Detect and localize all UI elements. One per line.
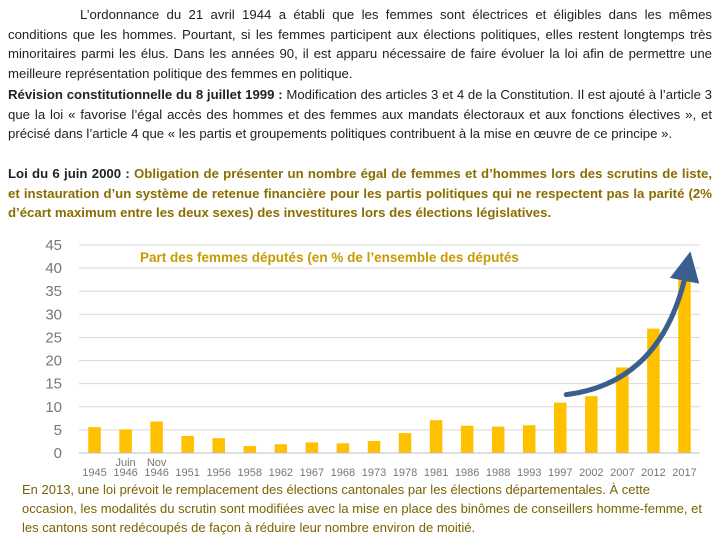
bar [119,429,132,453]
x-tick-label: 1967 [299,467,325,479]
x-tick-label: 2012 [641,467,666,479]
y-tick-label: 20 [45,352,62,370]
bar [150,422,163,453]
y-tick-label: 40 [45,260,62,278]
chart-title: Part des femmes députés (en % de l’ensemble des députés [140,250,519,265]
bar [181,436,194,453]
bar [430,420,443,453]
revision-1999-text: Modification des articles 3 et 4 de la Constitution. Il est ajouté à l’article 3 que la loi « favorise l’égal accès des hommes et des femmes aux mandats électoraux et aux fonctions électives », et précisé dans l’article 4 que « les partis et groupements politiques contribuent à la mise en œuvre de ce principe ». [8,87,712,141]
x-tick-sublabel: Juin [115,457,136,469]
trend-arrow [566,266,687,394]
revision-1999-heading: Révision constitutionnelle du 8 juillet 1999 : [8,87,283,102]
loi-2013-paragraph: En 2013, une loi prévoit le remplacement des élections cantonales par les élections départementales. À cette occasion, les modalités du scrutin sont modifiées avec la mise en place des binômes de conseillers homme-femme, et les cantons sont redécoupés de façon à réduire leur nombre environ de moitié. [22,482,702,535]
y-tick-label: 35 [45,283,62,301]
women-deputies-bar-chart [0,232,720,480]
x-tick-label: 1988 [485,467,511,479]
x-tick-label: 2017 [672,467,697,479]
bar [492,427,505,453]
x-tick-label: 1951 [175,467,200,479]
x-tick-label: 2002 [579,467,604,479]
bar [306,442,319,453]
x-tick-label: 1962 [268,467,294,479]
x-tick-label: 1946 [144,467,169,479]
x-tick-label: 1956 [206,467,231,479]
loi-2000-heading: Loi du 6 juin 2000 : [8,166,130,181]
bar [461,426,474,453]
bar [368,441,381,453]
loi-2000-text: Obligation de présenter un nombre égal de femmes et d’hommes lors des scrutins de liste, et instauration d’un système de retenue financière pour les partis politiques qui ne respectent pas la parité (2% d’écart maximum entre les deux sexes) des investitures lors des élections législatives. [8,166,712,220]
bar [212,438,225,453]
bar [554,403,567,453]
x-tick-label: 1978 [392,467,418,479]
x-tick-label: 1981 [423,467,449,479]
x-tick-label: 2007 [610,467,635,479]
y-tick-label: 5 [53,421,62,439]
y-tick-label: 45 [45,237,62,254]
x-tick-label: 1986 [454,467,480,479]
bar [244,446,257,453]
y-tick-label: 25 [45,329,62,347]
loi-2000-paragraph [8,164,712,223]
y-tick-label: 30 [45,306,62,324]
y-tick-label: 10 [45,398,62,416]
x-tick-label: 1946 [113,467,138,479]
intro-paragraph: L’ordonnance du 21 avril 1944 a établi que les femmes sont électrices et éligibles dans les mêmes conditions que les hommes. Pourtant, si les femmes participent aux élections politiques, elles restent longtemps très minoritaires parmi les élus. Dans les années 90, il est apparu nécessaire de faire évoluer la loi afin de permettre une meilleure représentation politique des femmes en politique. [8,7,712,81]
x-tick-label: 1968 [330,467,356,479]
x-tick-label: 1973 [361,467,387,479]
bar [337,443,350,453]
bar [523,425,536,453]
x-tick-label: 1958 [237,467,263,479]
y-tick-label: 0 [53,445,62,462]
x-tick-label: 1997 [548,467,573,479]
bar [399,433,412,453]
bar [88,427,101,453]
x-tick-label: 1945 [82,467,107,479]
x-tick-label: 1993 [516,467,542,479]
y-tick-label: 15 [45,375,62,393]
x-tick-sublabel: Nov [146,457,167,469]
revision-1999-paragraph [8,85,712,144]
bar [275,444,288,453]
bar [585,396,598,453]
